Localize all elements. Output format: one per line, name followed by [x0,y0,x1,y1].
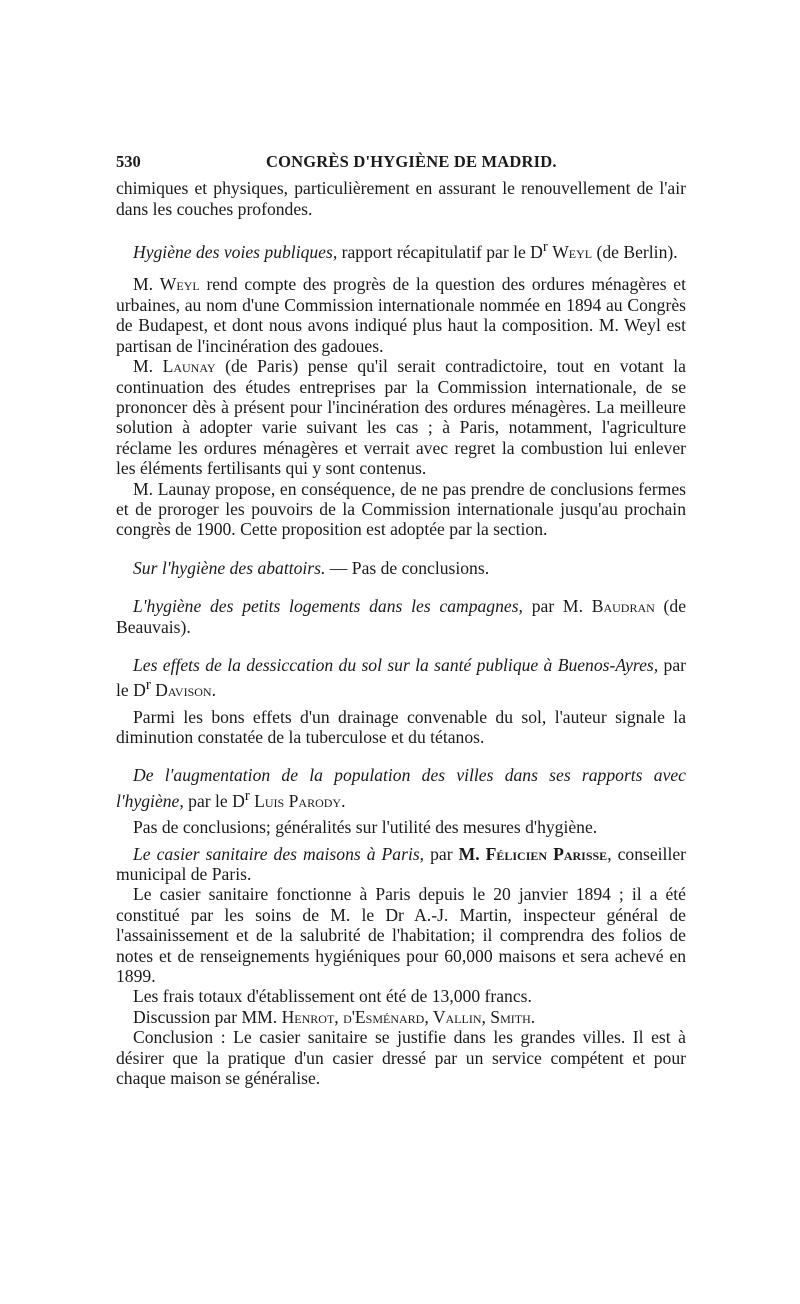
section-dessiccation: Les effets de la dessiccation du sol sur la santé publique à Buenos-Ayres, par le $D^r$ Davison. [116,654,686,701]
paragraph-conclusion: Conclusion : Le casier sanitaire se justifie dans les grandes villes. Il est à désirer que la pratique d'un casier dressé par un service compétent et pour chaque maison se généralise. [116,1027,686,1089]
section-abattoirs: Sur l'hygiène des abattoirs. — Pas de conclusions. [133,557,490,578]
section-voies-publiques: Hygiène des voies publiques, rapport récapitulatif par le $D^r$ Weyl (de Berlin). [133,239,678,263]
person-name: Weyl [159,274,200,295]
section-title: Le casier sanitaire des maisons à Paris, [133,843,425,864]
author-name: Weyl [552,242,593,263]
author-name: M. Félicien Parisse [458,843,608,864]
running-head [116,152,686,172]
paragraph-launay: M. Launay (de Paris) pense qu'il serait contradictoire, tout en votant la continuation des études entreprises par la Commission internationale, de se prononcer dès à présent pour l'incinération des ordures ménagères. La meilleure solution à adopter varie suivant les cas ; à Paris, notamment, l'agriculture réclame les ordures ménagères et verrait avec regret la combustion lui enlever les éléments fertilisants qui y sont contenus. [116,356,686,479]
section-title: L'hygiène des petits logements dans les campagnes, [133,596,523,617]
paragraph-drainage: Parmi les bons effets d'un drainage convenable du sol, l'auteur signale la diminution constatée de la tuberculose et du tétanos. [116,706,686,748]
running-title: CONGRÈS D'HYGIÈNE DE MADRID. [266,152,557,171]
section-casier-sanitaire: Le casier sanitaire des maisons à Paris, par M. Félicien Parisse, conseiller municipal de Paris. [116,843,686,884]
paragraph-discussion: Discussion par MM. Henrot, d'Esménard, Vallin, Smith. [133,1006,536,1027]
section-title: De l'augmentation de la population des villes dans ses rapports avec l'hygiène, [116,765,686,811]
paragraph-weyl: M. Weyl rend compte des progrès de la question des ordures ménagères et urbaines, au nom d'une Commission internationale nommée en 1894 au Congrès de Budapest, et dont nous avons indiqué plus haut la composition. M. Weyl est partisan de l'incinération des gadoues. [116,274,687,356]
paragraph-continuation: chimiques et physiques, particulièrement en assurant le renouvellement de l'air dans les couches profondes. [116,178,686,219]
author-name: Luis Parody [254,790,342,811]
paragraph-casier-details: Le casier sanitaire fonctionne à Paris depuis le 20 janvier 1894 ; il a été constitué par les soins de M. le Dr A.-J. Martin, inspecteur général de l'assainissement et de la salubrité de l'habitation; il comprendra des folios de notes et de renseignements hygiéniques pour 60,000 maisons et sera achevé en 1899. [116,884,686,986]
section-title: Sur l'hygiène des abattoirs. [133,557,326,578]
page-number: 530 [116,152,141,171]
page-body [116,152,686,1088]
section-title: Hygiène des voies publiques, [133,242,338,263]
paragraph-generalites: Pas de conclusions; généralités sur l'utilité des mesures d'hygiène. [133,817,598,838]
person-name: Launay [162,356,216,377]
section-petits-logements: L'hygiène des petits logements dans les campagnes, par M. Baudran (de Beauvais). [116,596,687,637]
paragraph-launay-proposal: M. Launay propose, en conséquence, de ne pas prendre de conclusions fermes et de proroger les pouvoirs de la Commission internationale jusqu'au prochain congrès de 1900. Cette proposition est adoptée par la section. [116,478,686,540]
paragraph-frais: Les frais totaux d'établissement ont été de 13,000 francs. [133,986,532,1007]
section-population: De l'augmentation de la population des villes dans ses rapports avec l'hygiène, par le $D^r$ Luis Parody. [116,765,686,811]
discussant-names: Henrot, d'Esménard, Vallin, Smith. [281,1006,536,1027]
author-name: Davison [155,680,212,701]
author-name: Baudran [591,596,655,617]
section-title: Les effets de la dessiccation du sol sur la santé publique à Buenos-Ayres, [133,654,659,675]
